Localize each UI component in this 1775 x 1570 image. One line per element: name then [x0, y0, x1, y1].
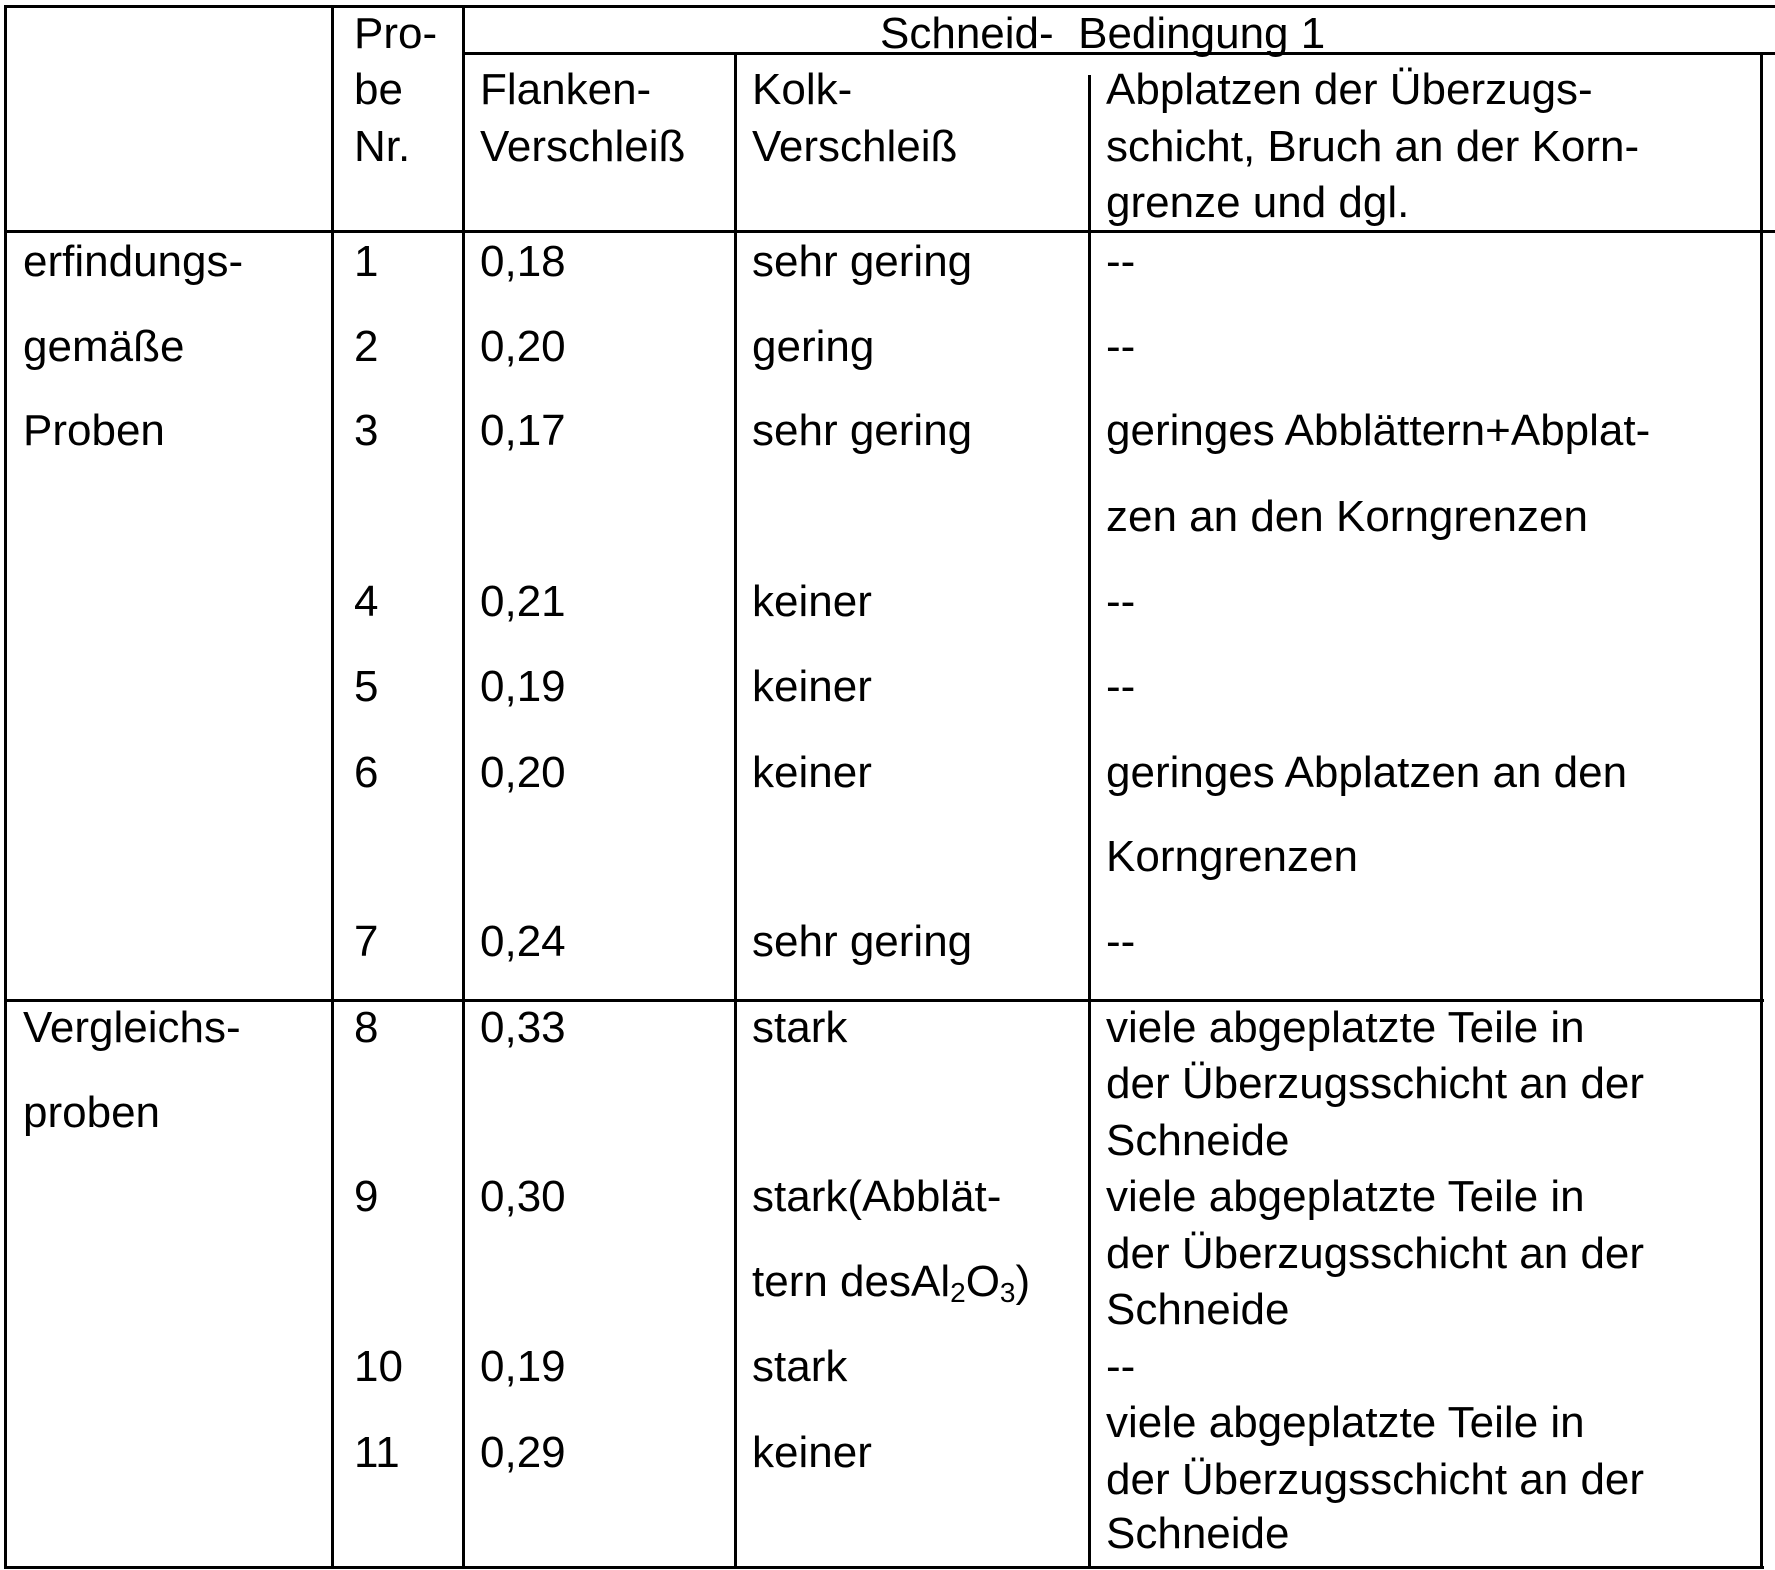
- cell-abpl: der Überzugsschicht an der: [1106, 1059, 1644, 1109]
- cell-flank: 0,17: [480, 406, 566, 456]
- cell-nr: 3: [354, 406, 378, 456]
- group-label-invention: gemäße: [23, 322, 184, 372]
- header-group-title: Schneid- Bedingung 1: [880, 9, 1325, 59]
- col-line-probe: [331, 5, 334, 1569]
- cell-flank: 0,20: [480, 748, 566, 798]
- cell-abpl: Schneide: [1106, 1285, 1289, 1335]
- group-label-invention: Proben: [23, 406, 165, 456]
- cell-abpl: Schneide: [1106, 1116, 1289, 1166]
- header-probe-nr: Nr.: [354, 122, 410, 172]
- cell-nr: 7: [354, 917, 378, 967]
- cell-flank: 0,19: [480, 662, 566, 712]
- cell-abpl: --: [1106, 322, 1135, 372]
- group-divider-line: [4, 999, 1764, 1002]
- table-border-top: [4, 5, 1775, 8]
- cell-abpl: --: [1106, 577, 1135, 627]
- header-abplatzen: grenze und dgl.: [1106, 178, 1409, 228]
- kolk-text: ): [1016, 1257, 1031, 1306]
- header-flanken: Flanken-: [480, 65, 651, 115]
- cell-abpl: der Überzugsschicht an der: [1106, 1229, 1644, 1279]
- cell-flank: 0,24: [480, 917, 566, 967]
- subscript: 2: [950, 1277, 966, 1308]
- cell-flank: 0,19: [480, 1342, 566, 1392]
- cell-kolk: [752, 1257, 1030, 1307]
- cell-abpl: zen an den Korngrenzen: [1106, 492, 1588, 542]
- cell-kolk: keiner: [752, 1428, 872, 1478]
- cell-nr: 6: [354, 748, 378, 798]
- header-flanken: Verschleiß: [480, 122, 685, 172]
- cell-flank: 0,30: [480, 1172, 566, 1222]
- col-line-kolk: [734, 55, 737, 1569]
- header-kolk: Kolk-: [752, 65, 852, 115]
- group-label-invention: erfindungs-: [23, 237, 243, 287]
- cell-kolk: gering: [752, 322, 874, 372]
- col-line-right: [1760, 55, 1763, 1569]
- cell-abpl: viele abgeplatzte Teile in: [1106, 1172, 1585, 1222]
- cell-flank: 0,29: [480, 1428, 566, 1478]
- cell-kolk: stark: [752, 1342, 847, 1392]
- cell-kolk: sehr gering: [752, 237, 972, 287]
- header-abplatzen: Abplatzen der Überzugs-: [1106, 65, 1593, 115]
- cell-nr: 4: [354, 577, 378, 627]
- cell-nr: 11: [354, 1428, 400, 1478]
- cell-abpl: viele abgeplatzte Teile in: [1106, 1003, 1585, 1053]
- cell-kolk: keiner: [752, 662, 872, 712]
- cell-flank: 0,21: [480, 577, 566, 627]
- cell-flank: 0,20: [480, 322, 566, 372]
- cell-flank: 0,33: [480, 1003, 566, 1053]
- cell-flank: 0,18: [480, 237, 566, 287]
- header-kolk: Verschleiß: [752, 122, 957, 172]
- cell-abpl: viele abgeplatzte Teile in: [1106, 1398, 1585, 1448]
- header-bottom-line: [4, 230, 1775, 233]
- cell-kolk: keiner: [752, 748, 872, 798]
- cell-kolk: keiner: [752, 577, 872, 627]
- group-label-comparison: proben: [23, 1088, 160, 1138]
- col-line-flank: [462, 5, 465, 1569]
- cell-nr: 10: [354, 1342, 403, 1392]
- cell-abpl: Schneide: [1106, 1509, 1289, 1559]
- header-probe-nr: Pro-: [354, 9, 437, 59]
- cell-abpl: --: [1106, 237, 1135, 287]
- table-border-bottom: [4, 1566, 1764, 1569]
- cell-nr: 9: [354, 1172, 378, 1222]
- group-label-comparison: Vergleichs-: [23, 1003, 241, 1053]
- cell-kolk: stark(Abblät-: [752, 1172, 1001, 1222]
- cell-abpl: der Überzugsschicht an der: [1106, 1455, 1644, 1505]
- col-line-left: [4, 5, 7, 1569]
- col-line-abpl: [1088, 75, 1091, 1569]
- cell-nr: 5: [354, 662, 378, 712]
- kolk-text: tern desAl: [752, 1257, 950, 1306]
- header-probe-nr: be: [354, 65, 403, 115]
- cell-kolk: stark: [752, 1003, 847, 1053]
- cell-kolk: sehr gering: [752, 406, 972, 456]
- kolk-text: O: [966, 1257, 1000, 1306]
- subscript: 3: [1000, 1277, 1016, 1308]
- results-table: [0, 0, 1775, 1570]
- cell-abpl: geringes Abblättern+Abplat-: [1106, 406, 1650, 456]
- cell-abpl: geringes Abplatzen an den: [1106, 748, 1627, 798]
- cell-nr: 8: [354, 1003, 378, 1053]
- cell-abpl: --: [1106, 662, 1135, 712]
- cell-abpl: Korngrenzen: [1106, 832, 1358, 882]
- header-abplatzen: schicht, Bruch an der Korn-: [1106, 122, 1639, 172]
- cell-kolk: sehr gering: [752, 917, 972, 967]
- cell-nr: 2: [354, 322, 378, 372]
- cell-abpl: --: [1106, 1342, 1135, 1392]
- cell-nr: 1: [354, 237, 378, 287]
- cell-abpl: --: [1106, 917, 1135, 967]
